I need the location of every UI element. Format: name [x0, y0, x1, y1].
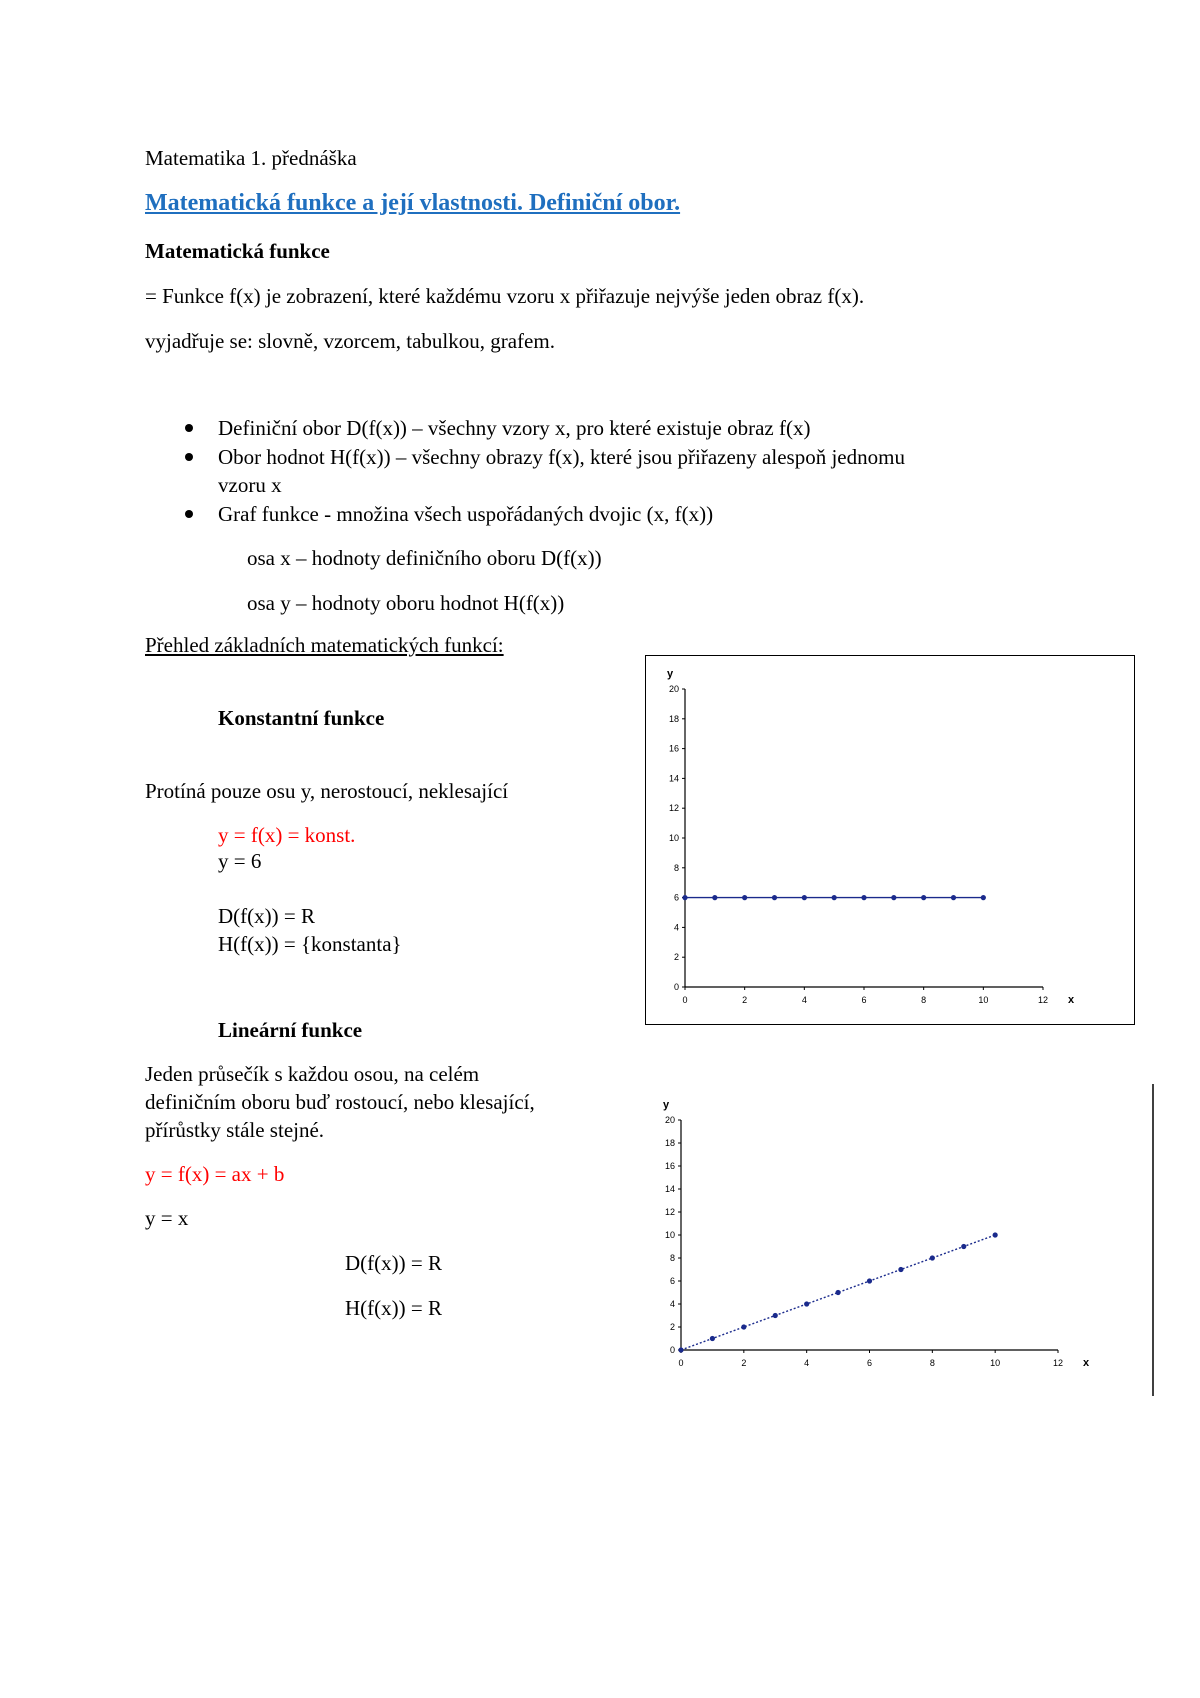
constant-range: H(f(x)) = {konstanta}: [218, 932, 402, 956]
data-point: [742, 895, 747, 900]
data-point: [835, 1290, 840, 1295]
y-tick-label: 10: [664, 1230, 675, 1240]
x-tick-label: 10: [978, 995, 989, 1005]
data-point: [712, 895, 717, 900]
y-tick-label: 8: [669, 1253, 675, 1263]
data-point: [861, 895, 866, 900]
x-tick-label: 4: [801, 995, 807, 1005]
data-point: [832, 895, 837, 900]
bullet-icon: [185, 424, 193, 432]
y-tick-label: 20: [668, 684, 679, 694]
x-tick-label: 8: [929, 1358, 935, 1368]
bullet-icon: [185, 510, 193, 518]
chart-frame: [646, 656, 1135, 1025]
data-point: [804, 1301, 809, 1306]
bullet-item-domain: Definiční obor D(f(x)) – všechny vzory x, pro které existuje obraz f(x): [218, 416, 811, 440]
overview-title: Přehled základních matematických funkcí:: [145, 633, 504, 657]
x-tick-label: 10: [990, 1358, 1001, 1368]
data-point: [993, 1232, 998, 1237]
constant-description: Protíná pouze osu y, nerostoucí, neklesající: [145, 779, 509, 803]
x-tick-label: 12: [1037, 995, 1049, 1005]
y-tick-label: 18: [664, 1138, 675, 1148]
y-tick-label: 4: [673, 922, 679, 933]
y-tick-label: 2: [669, 1322, 675, 1332]
y-tick-label: 2: [673, 952, 679, 963]
y-axis-label: y: [663, 1099, 670, 1111]
data-point: [682, 895, 687, 900]
x-tick-label: 4: [804, 1358, 810, 1368]
data-point: [921, 895, 926, 900]
x-tick-label: 8: [921, 995, 927, 1005]
constant-function-chart: [645, 655, 1135, 1025]
bullet-item-graph: Graf funkce - množina všech uspořádaných dvojic (x, f(x)): [218, 502, 714, 526]
y-tick-label: 6: [673, 892, 679, 903]
linear-range: H(f(x)) = R: [345, 1296, 442, 1320]
document-subtitle: Matematika 1. přednáška: [145, 146, 357, 170]
y-tick-label: 10: [668, 833, 679, 843]
expression-line: vyjadřuje se: slovně, vzorcem, tabulkou, grafem.: [145, 329, 555, 353]
linear-description-3: přírůstky stále stejné.: [145, 1118, 325, 1142]
y-tick-label: 4: [669, 1299, 675, 1309]
axis-note-x: osa x – hodnoty definičního oboru D(f(x)): [247, 546, 602, 570]
y-tick-label: 16: [668, 743, 679, 754]
axis-note-y: osa y – hodnoty oboru hodnot H(f(x)): [247, 591, 565, 615]
x-tick-label: 0: [678, 1358, 684, 1368]
y-tick-label: 14: [668, 773, 679, 784]
linear-function-chart: [650, 1080, 1160, 1400]
x-tick-label: 2: [741, 1358, 747, 1368]
y-tick-label: 20: [664, 1115, 675, 1125]
linear-description-2: definičním oboru buď rostoucí, nebo klesající,: [145, 1090, 535, 1114]
linear-domain: D(f(x)) = R: [345, 1251, 442, 1275]
data-point: [898, 1267, 903, 1272]
y-tick-label: 6: [669, 1276, 675, 1286]
data-point: [891, 895, 896, 900]
linear-example: y = x: [145, 1206, 189, 1230]
y-tick-label: 16: [664, 1161, 675, 1171]
constant-domain: D(f(x)) = R: [218, 904, 315, 928]
data-point: [773, 1313, 778, 1318]
constant-formula: y = f(x) = konst.: [218, 823, 356, 847]
y-tick-label: 8: [673, 862, 679, 873]
data-point: [678, 1347, 683, 1352]
linear-description-1: Jeden průsečík s každou osou, na celém: [145, 1062, 480, 1086]
page-title[interactable]: Matematická funkce a její vlastnosti. Definiční obor.: [145, 190, 681, 216]
data-point: [867, 1278, 872, 1283]
y-tick-label: 0: [673, 982, 679, 992]
data-point: [802, 895, 807, 900]
data-point: [981, 895, 986, 900]
x-tick-label: 12: [1052, 1358, 1064, 1368]
bullet-item-range: Obor hodnot H(f(x)) – všechny obrazy f(x), které jsou přiřazeny alespoň jednomu: [218, 445, 905, 469]
bullet-icon: [185, 453, 193, 461]
y-axis-label: y: [667, 668, 674, 680]
data-point: [951, 895, 956, 900]
data-point: [710, 1336, 715, 1341]
constant-example: y = 6: [218, 849, 262, 873]
data-point: [772, 895, 777, 900]
y-tick-label: 0: [669, 1345, 675, 1355]
y-tick-label: 18: [668, 713, 679, 724]
x-tick-label: 6: [861, 995, 867, 1005]
data-point: [741, 1324, 746, 1329]
data-point: [930, 1255, 935, 1260]
x-axis-label: x: [1083, 1357, 1090, 1369]
bullet-item-range-cont: vzoru x: [218, 473, 282, 497]
data-point: [961, 1244, 966, 1249]
constant-title: Konstantní funkce: [218, 706, 385, 730]
y-tick-label: 14: [664, 1184, 675, 1194]
y-tick-label: 12: [664, 1207, 675, 1217]
linear-formula: y = f(x) = ax + b: [145, 1162, 285, 1186]
x-tick-label: 6: [866, 1358, 873, 1368]
linear-title: Lineární funkce: [218, 1018, 363, 1042]
y-tick-label: 12: [668, 803, 679, 814]
x-axis-label: x: [1068, 994, 1075, 1006]
section-title: Matematická funkce: [145, 239, 330, 263]
x-tick-label: 0: [682, 995, 688, 1005]
x-tick-label: 2: [742, 995, 748, 1005]
definition-text: = Funkce f(x) je zobrazení, které každému vzoru x přiřazuje nejvýše jeden obraz f(x).: [145, 284, 865, 308]
